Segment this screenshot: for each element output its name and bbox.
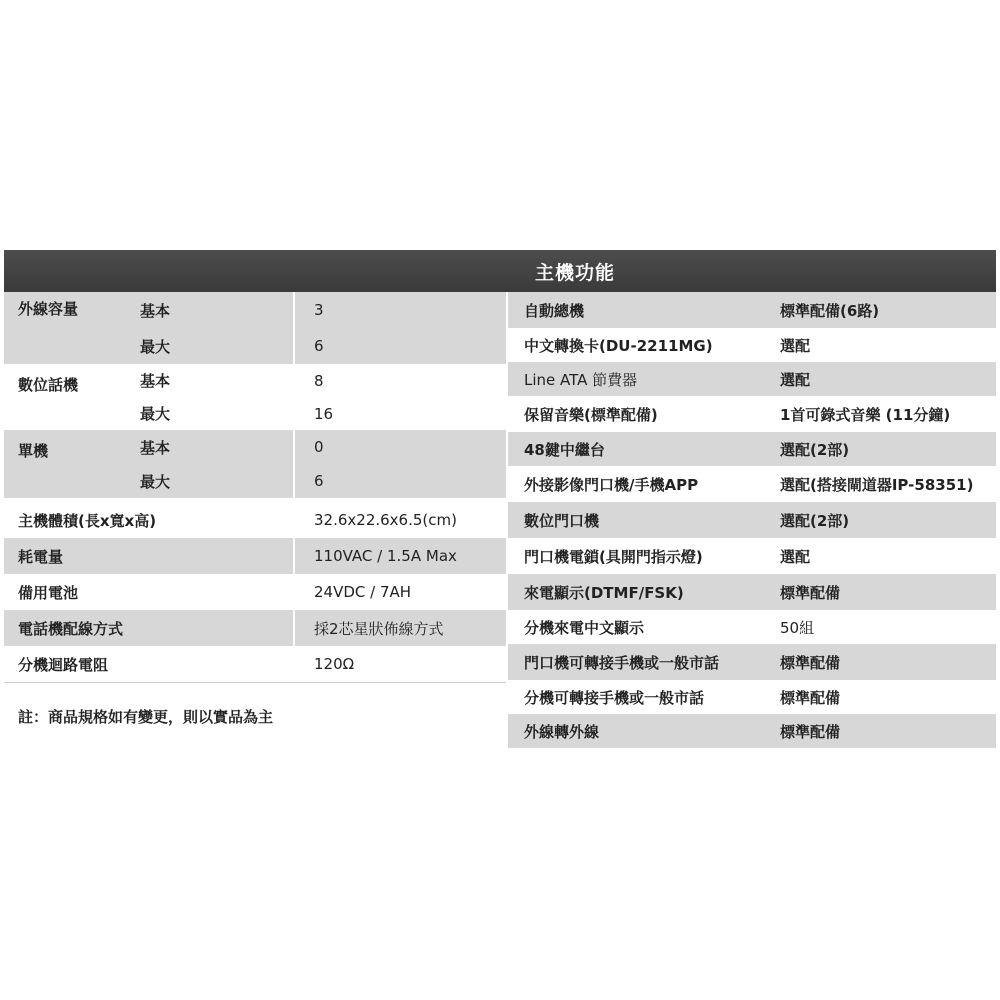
feature-row <box>508 610 996 644</box>
feature-row <box>508 502 996 538</box>
spec-row-dimensions <box>4 502 506 538</box>
spec-group-trunk-lines <box>4 292 506 364</box>
column-divider <box>293 292 295 682</box>
spec-value: 24VDC / 7AH <box>314 583 412 601</box>
note-text: 註：商品規格如有變更，則以實品為主 <box>18 707 274 726</box>
feature-label: 48鍵中繼台 <box>524 440 605 459</box>
spec-label: 主機體積(長x寬x高) <box>18 511 157 530</box>
spec-value: 6 <box>314 337 324 355</box>
spec-value: 8 <box>314 371 324 390</box>
spec-group-single-lines <box>4 430 506 498</box>
feature-value: 選配(2部) <box>780 440 850 459</box>
feature-row <box>508 538 996 574</box>
feature-value: 標準配備 <box>780 583 841 602</box>
feature-value: 50組 <box>780 618 815 637</box>
feature-value: 選配(搭接閘道器IP-58351) <box>780 475 974 494</box>
spec-group-digital-phones <box>4 364 506 430</box>
feature-value: 標準配備 <box>780 688 841 707</box>
spec-row-battery <box>4 574 506 610</box>
feature-value: 選配 <box>780 336 811 355</box>
feature-value: 標準配備 <box>780 653 841 672</box>
feature-label: 來電顯示(DTMF/FSK) <box>524 583 684 602</box>
spec-label: 分機迴路電阻 <box>18 655 109 674</box>
spec-row-wiring <box>4 610 506 646</box>
feature-row <box>508 292 996 328</box>
feature-label: 門口機電鎖(具開門指示燈) <box>524 547 703 566</box>
spec-label: 備用電池 <box>18 583 79 602</box>
feature-label: 保留音樂(標準配備) <box>524 405 658 424</box>
feature-row <box>508 574 996 610</box>
sub-label: 最大 <box>140 337 171 356</box>
feature-label: 門口機可轉接手機或一般市話 <box>524 653 720 672</box>
spec-value: 採2芯星狀佈線方式 <box>314 619 444 638</box>
group-label: 單機 <box>18 442 49 460</box>
group-label: 數位話機 <box>18 376 79 394</box>
feature-value: 1首可錄式音樂 (11分鐘) <box>780 405 951 424</box>
feature-label: 數位門口機 <box>524 511 600 530</box>
feature-row <box>508 362 996 396</box>
spec-value: 110VAC / 1.5A Max <box>314 547 457 565</box>
feature-row <box>508 644 996 680</box>
feature-label: 分機可轉接手機或一般市話 <box>524 688 705 707</box>
sub-label: 基本 <box>140 372 171 390</box>
feature-value: 標準配備(6路) <box>780 301 880 320</box>
sub-label: 最大 <box>140 472 171 491</box>
sub-label: 最大 <box>140 405 171 423</box>
sub-label: 基本 <box>140 301 171 320</box>
feature-label: 中文轉換卡(DU-2211MG) <box>524 336 713 355</box>
feature-row <box>508 714 996 748</box>
spec-value: 3 <box>314 301 324 319</box>
spec-value: 32.6x22.6x6.5(cm) <box>314 511 457 529</box>
spec-value: 0 <box>314 438 324 456</box>
feature-row <box>508 432 996 466</box>
feature-row <box>508 328 996 362</box>
feature-value: 選配(2部) <box>780 511 850 530</box>
feature-label: Line ATA 節費器 <box>524 370 638 389</box>
spec-value: 6 <box>314 472 324 490</box>
spec-value: 16 <box>314 404 334 423</box>
feature-label: 外接影像門口機/手機APP <box>524 475 699 494</box>
note-row <box>4 682 506 749</box>
section-divider <box>506 292 508 748</box>
feature-row <box>508 466 996 502</box>
feature-value: 選配 <box>780 547 811 566</box>
spec-table <box>4 250 996 748</box>
feature-row <box>508 396 996 432</box>
group-label: 外線容量 <box>18 300 79 318</box>
spec-row-loop-resistance <box>4 646 506 682</box>
feature-label: 自動總機 <box>524 301 585 320</box>
feature-label: 外線轉外線 <box>524 722 600 741</box>
feature-row <box>508 680 996 714</box>
feature-value: 選配 <box>780 370 811 389</box>
sub-label: 基本 <box>140 438 171 457</box>
spec-row-power <box>4 538 506 574</box>
spec-label: 電話機配線方式 <box>18 619 124 638</box>
table-title: 主機功能 <box>4 250 996 292</box>
spec-label: 耗電量 <box>18 547 64 566</box>
feature-label: 分機來電中文顯示 <box>524 618 645 637</box>
feature-value: 標準配備 <box>780 722 841 741</box>
spec-value: 120Ω <box>314 655 355 673</box>
